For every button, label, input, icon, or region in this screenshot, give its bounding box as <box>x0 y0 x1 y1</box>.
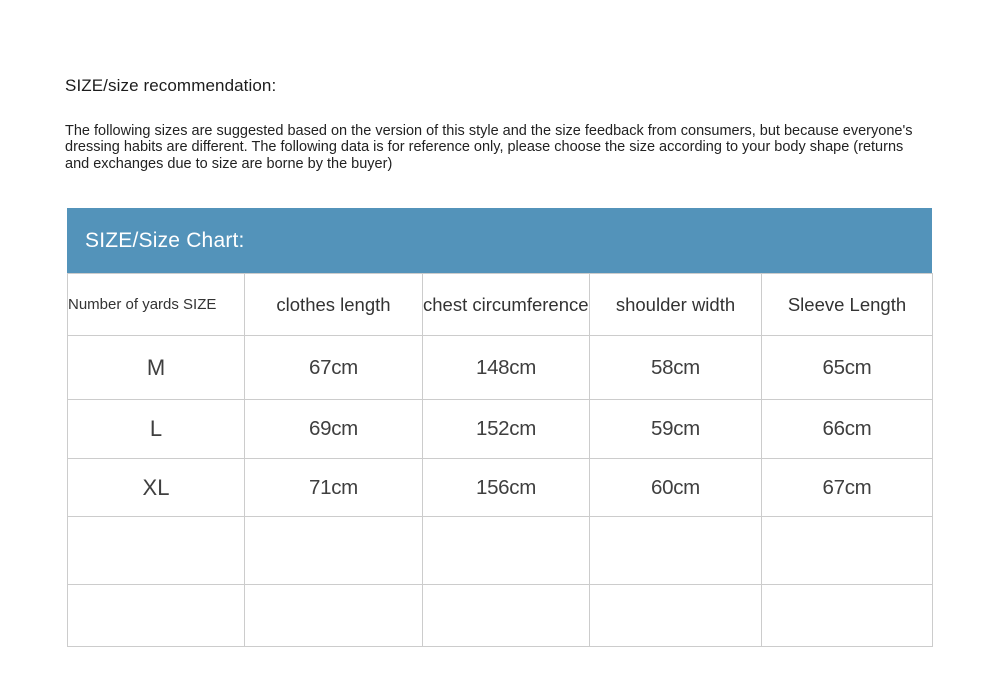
empty-cell <box>590 585 762 647</box>
column-header-size: Number of yards SIZE <box>68 274 245 336</box>
shoulder-width-cell: 58cm <box>590 336 762 400</box>
size-cell: L <box>68 400 245 459</box>
table-row-empty <box>68 585 933 647</box>
size-chart-header-bar <box>67 208 932 273</box>
sleeve-length-cell: 65cm <box>762 336 933 400</box>
size-chart-section <box>67 208 932 647</box>
page-title: SIZE/size recommendation: <box>65 76 277 95</box>
table-row-size-l <box>68 400 933 459</box>
empty-cell <box>762 517 933 585</box>
size-cell: M <box>68 336 245 400</box>
empty-cell <box>68 517 245 585</box>
table-row-size-xl <box>68 459 933 517</box>
table-row-empty <box>68 517 933 585</box>
clothes-length-cell: 69cm <box>245 400 423 459</box>
size-recommendation-paragraph: The following sizes are suggested based on the version of this style and the size feedback from consumers, but because everyone's dressing habits are different. The following data is for reference only, please choose the size according to your body shape (returns and exchanges due to size are borne by the buyer) <box>65 123 913 172</box>
column-header-clothes-length: clothes length <box>245 274 423 336</box>
column-header-chest-circumference: chest circumference <box>423 274 590 336</box>
chest-circumference-cell: 148cm <box>423 336 590 400</box>
clothes-length-cell: 67cm <box>245 336 423 400</box>
size-table <box>67 273 933 647</box>
sleeve-length-cell: 66cm <box>762 400 933 459</box>
column-header-shoulder-width: shoulder width <box>590 274 762 336</box>
empty-cell <box>245 517 423 585</box>
column-header-sleeve-length: Sleeve Length <box>762 274 933 336</box>
table-row-size-m <box>68 336 933 400</box>
shoulder-width-cell: 60cm <box>590 459 762 517</box>
size-cell: XL <box>68 459 245 517</box>
table-header-row <box>68 274 933 336</box>
empty-cell <box>590 517 762 585</box>
chest-circumference-cell: 152cm <box>423 400 590 459</box>
empty-cell <box>68 585 245 647</box>
empty-cell <box>762 585 933 647</box>
size-chart-title: SIZE/Size Chart: <box>85 228 245 252</box>
clothes-length-cell: 71cm <box>245 459 423 517</box>
empty-cell <box>423 517 590 585</box>
chest-circumference-cell: 156cm <box>423 459 590 517</box>
empty-cell <box>423 585 590 647</box>
shoulder-width-cell: 59cm <box>590 400 762 459</box>
sleeve-length-cell: 67cm <box>762 459 933 517</box>
empty-cell <box>245 585 423 647</box>
